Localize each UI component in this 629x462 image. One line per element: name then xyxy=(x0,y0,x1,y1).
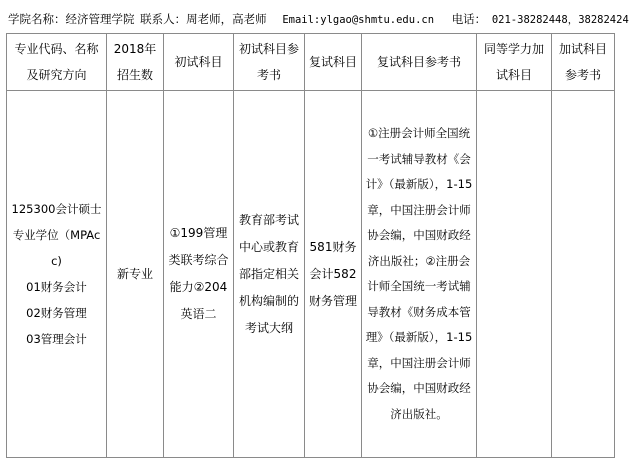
header-retest-reference: 复试科目参考书 xyxy=(362,34,477,91)
table-row xyxy=(7,91,615,458)
header-major: 专业代码、名称及研究方向 xyxy=(7,34,107,91)
equivalent-subjects-cell xyxy=(477,91,552,458)
enrollment-cell xyxy=(107,91,164,458)
contact-phone: 021-38282448，38282424 xyxy=(491,14,629,26)
phone-label: 电话： xyxy=(451,12,487,26)
retest-reference-value: ①注册会计师全国统一考试辅导教材《会计》（最新版），1-15章，中国注册会计师协会编，中国财政经济出版社；②注册会计师全国统一考试辅导教材《财务成本管理》（最新版），1-15章，中国注册会计师协会编，中国财政经济出版社。 xyxy=(365,126,473,421)
initial-reference-cell xyxy=(234,91,305,458)
enrollment-value: 新专业 xyxy=(116,266,153,281)
header-initial-reference: 初试科目参考书 xyxy=(234,34,305,91)
retest-reference-cell xyxy=(362,91,477,458)
major-cell xyxy=(7,91,107,458)
major-direction-1: 01财务会计 xyxy=(26,280,87,294)
header-enrollment: 2018年招生数 xyxy=(107,34,164,91)
retest-subjects-value: 581财务会计582财务管理 xyxy=(308,239,357,308)
retest-subjects-cell xyxy=(305,91,362,458)
major-direction-3: 03管理会计 xyxy=(26,332,87,346)
equivalent-reference-cell xyxy=(552,91,615,458)
initial-reference-value: 教育部考试中心或教育部指定相关机构编制的考试大纲 xyxy=(238,212,299,335)
enrollment-plan-table xyxy=(6,33,615,458)
header-retest-subjects: 复试科目 xyxy=(305,34,362,91)
header-equivalent-reference: 加试科目参考书 xyxy=(552,34,615,91)
contact-persons: 联系人：周老师，高老师 xyxy=(140,12,267,26)
college-info-header xyxy=(8,8,629,30)
major-direction-2: 02财务管理 xyxy=(26,306,87,320)
initial-subjects-value: ①199管理类联考综合能力②204英语二 xyxy=(168,226,229,321)
college-name: 学院名称：经济管理学院 xyxy=(8,12,135,26)
major-name: 125300会计硕士专业学位（MPAcc) xyxy=(11,202,102,268)
contact-email: Email:ylgao@shmtu.edu.cn xyxy=(282,14,435,26)
header-initial-subjects: 初试科目 xyxy=(164,34,234,91)
header-equivalent-subjects: 同等学力加试科目 xyxy=(477,34,552,91)
initial-subjects-cell xyxy=(164,91,234,458)
table-header-row xyxy=(7,34,615,91)
